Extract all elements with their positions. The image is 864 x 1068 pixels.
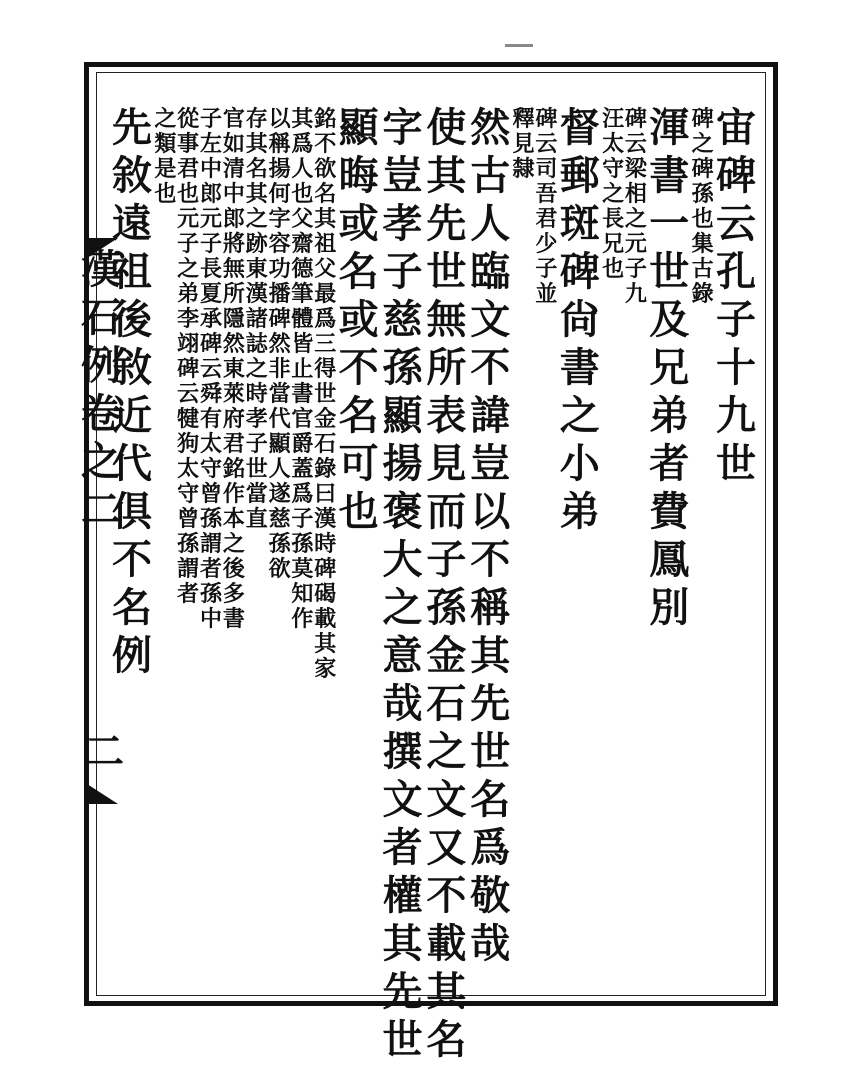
main-text-column: 督 郵 斑 碑 尙 書 之 小 弟 xyxy=(559,104,600,535)
main-text-column: 先 敘 遠 祖 後 敘 近 代 俱 不 名 例 xyxy=(112,104,152,679)
annotation-column: 銘 不 欲 名 其 祖 父 最 爲 三 得 世 金 石 錄 曰 漢 時 碑 碣 載 其 家 xyxy=(314,106,337,682)
annotation-column: 碑 云 梁 相 之 元 子 九 xyxy=(624,106,647,307)
annotation-column: 碑 云 司 吾 君 少 子 並 xyxy=(535,106,558,307)
spine-char: 石 xyxy=(81,294,121,341)
top-mark xyxy=(505,44,533,47)
spine-char: 漢 xyxy=(81,246,121,293)
annotation-column: 存 其 名 其 之 跡 東 漢 諸 誌 之 時 孝 子 世 當 直 xyxy=(245,106,268,532)
spine-char: 二 xyxy=(81,486,121,533)
main-text-column: 宙 碑 云 孔 子 十 九 世 xyxy=(716,104,756,487)
annotation-column: 汪 太 守 之 長 兄 也 xyxy=(602,106,625,282)
spine-char: 卷 xyxy=(81,390,121,437)
annotation-column: 碑 之 碑 孫 也 集 古 錄 xyxy=(691,106,714,307)
annotation-column: 釋 見 隸 xyxy=(512,106,535,182)
main-text-column: 字 豈 孝 子 慈 孫 顯 揚 褒 大 之 意 哉 撰 文 者 權 其 先 世 xyxy=(382,104,423,1063)
main-text-column: 然 古 人 臨 文 不 諱 豈 以 不 稱 其 先 世 名 爲 敬 哉 xyxy=(470,104,511,967)
main-text-column: 使 其 先 世 無 所 表 見 而 子 孫 金 石 之 文 又 不 載 其 名 xyxy=(426,104,467,1063)
main-text-column: 渾 書 一 世 及 兄 弟 者 費 鳳 別 xyxy=(649,104,690,631)
annotation-column: 其 爲 人 也 父 齋 德 筆 體 皆 止 書 官 爵 蓋 爲 子 孫 莫 知 作 xyxy=(291,106,314,632)
spine-char: 例 xyxy=(81,342,121,389)
main-text-column: 顯 晦 或 名 或 不 名 可 也 xyxy=(338,104,379,535)
annotation-column: 子 左 中 郎 元 子 長 夏 承 碑 云 舜 有 太 守 曾 孫 謂 者 孫 中 xyxy=(200,106,223,632)
annotation-column: 官 如 清 中 郎 將 無 所 隱 然 東 萊 府 君 銘 作 本 之 後 多 書 xyxy=(222,106,245,632)
annotation-column: 從 事 君 也 元 子 之 弟 李 翊 碑 云 犍 狗 太 守 曾 孫 謂 者 xyxy=(177,106,200,607)
folio-number: 二 xyxy=(84,728,124,775)
spine-char: 之 xyxy=(81,438,121,485)
annotation-column: 以 稱 揚 何 字 容 功 播 碑 然 非 當 代 顯 人 遂 慈 孫 欲 xyxy=(268,106,291,582)
fish-tail-mark-bottom xyxy=(84,782,118,804)
annotation-column: 之 類 是 也 xyxy=(154,106,177,207)
